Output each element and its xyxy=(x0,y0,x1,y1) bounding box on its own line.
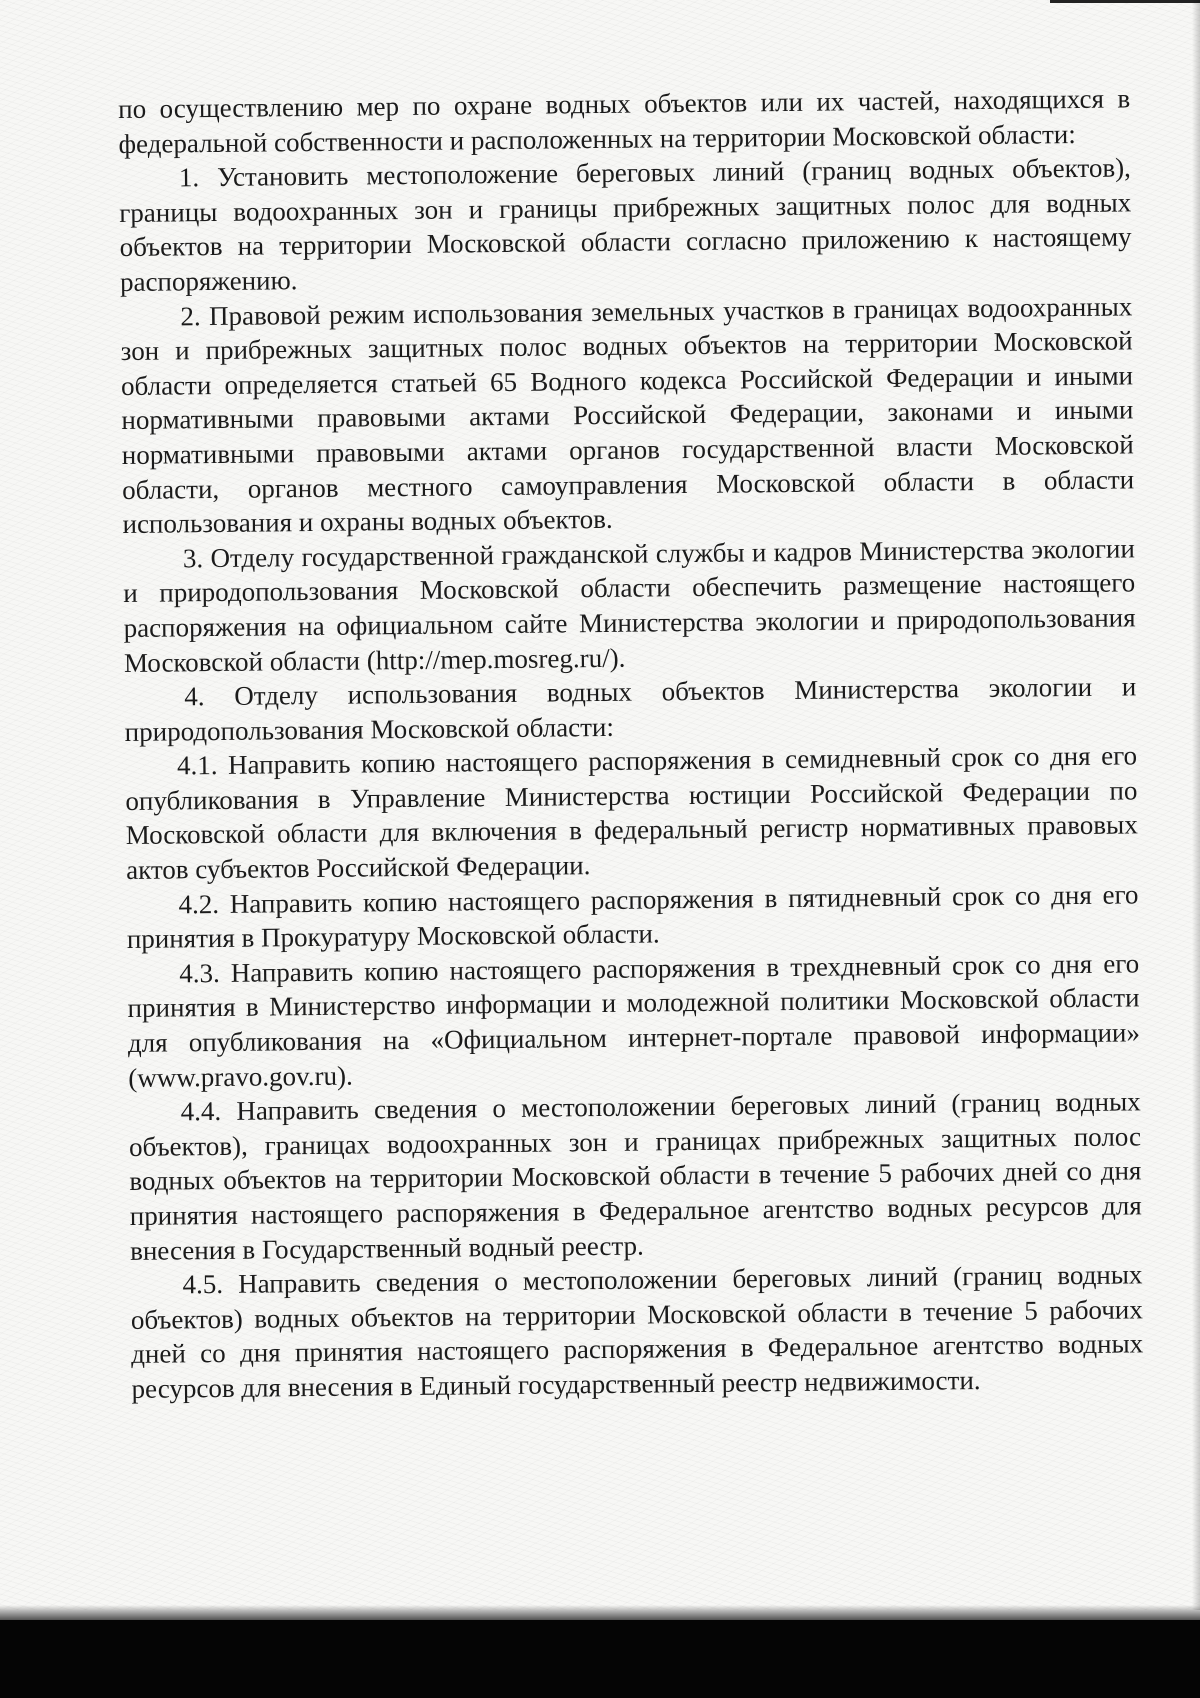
paragraph-item-4-3: 4.3. Направить копию настоящего распоряжения в трехдневный срок со дня его принятия в Министерство информации и молодежной политики Московской области для опубликования на «Официальном интернет-портале правовой информации» (www.pravo.gov.ru). xyxy=(127,948,1141,1093)
top-edge-mark xyxy=(1050,0,1200,3)
page-edge-shadow xyxy=(1192,0,1200,1610)
paragraph-item-3: 3. Отделу государственной гражданской службы и кадров Министерства экологии и природопользования Московской области обеспечить размещение настоящего распоряжения на официальном сайте Министерства экологии и природопользования Московской области (http://mep.mosreg.ru/). xyxy=(123,533,1136,678)
scanner-black-border xyxy=(0,1620,1200,1698)
paragraph-item-4-4: 4.4. Направить сведения о местоположении береговых линий (границ водных объектов), границах водоохранных зон и границах прибрежных защитных полос водных объектов на территории Московской области в течение 5 рабочих дней со дня принятия настоящего распоряжения в Федеральное агентство водных ресурсов для внесения в Государственный водный реестр. xyxy=(128,1086,1142,1266)
document-body xyxy=(118,81,1144,1406)
paragraph-item-4-2: 4.2. Направить копию настоящего распоряжения в пятидневный срок со дня его принятия в Прокуратуру Московской области. xyxy=(126,879,1139,955)
paragraph-item-2: 2. Правовой режим использования земельных участков в границах водоохранных зон и прибрежных защитных полос водных объектов на территории Московской области определяется статьей 65 Водного кодекса Российской Федерации и иными нормативными правовыми актами Российской Федерации, законами и иными нормативными правовыми актами органов государственной власти Московской области, органов местного самоуправления Московской области в области использования и охраны водных объектов. xyxy=(120,290,1135,540)
paragraph-intro-continuation: по осуществлению мер по охране водных объектов или их частей, находящихся в федеральной собственности и расположенных на территории Московской области: xyxy=(118,83,1131,159)
paragraph-item-4-1: 4.1. Направить копию настоящего распоряжения в семидневный срок со дня его опубликования в Управление Министерства юстиции Российской Федерации по Московской области для включения в федеральный регистр нормативных правовых актов субъектов Российской Федерации. xyxy=(125,740,1138,886)
paragraph-item-4: 4. Отделу использования водных объектов Министерства экологии и природопользования Московской области: xyxy=(124,671,1137,747)
scan-bottom-shadow xyxy=(0,1605,1200,1621)
paragraph-item-4-5: 4.5. Направить сведения о местоположении береговых линий (границ водных объектов) водных объектов на территории Московской области в течение 5 рабочих дней со дня принятия настоящего распоряжения в Федеральное агентство водных ресурсов для внесения в Единый государственный реестр недвижимости. xyxy=(130,1259,1144,1404)
paragraph-item-1: 1. Установить местоположение береговых линий (границ водных объектов), границы водоохранных зон и границы прибрежных защитных полос для водных объектов на территории Московской области согласно приложению к настоящему распоряжению. xyxy=(119,152,1132,297)
